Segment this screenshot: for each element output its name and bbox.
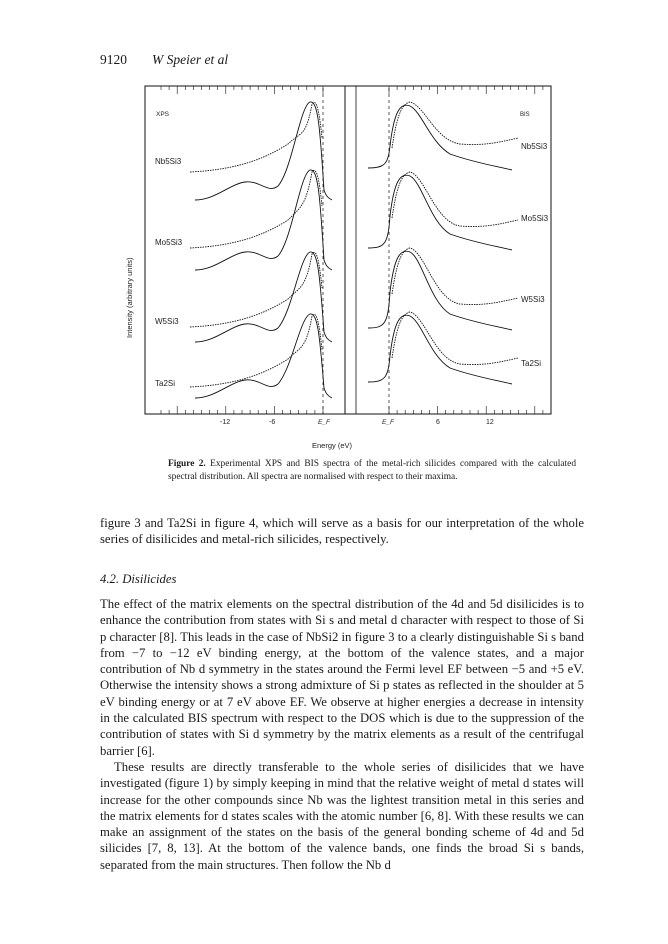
left-label-ta2si: Ta2Si	[155, 379, 176, 388]
bis-calculated-curve	[368, 105, 512, 170]
tick-label-minus6: -6	[269, 419, 276, 426]
left-label-w5si3: W5Si3	[155, 317, 179, 326]
right-label-mo5si3: Mo5Si3	[521, 214, 549, 223]
xps-calculated-curve	[195, 102, 332, 200]
bis-experimental-curve	[392, 248, 518, 305]
right-label-nb5si3: Nb5Si3	[521, 142, 548, 151]
xps-calculated-curve	[195, 314, 332, 398]
xps-panel-frame	[145, 86, 345, 414]
bis-experimental-curve	[392, 172, 518, 227]
tick-label-ef-right: E_F	[382, 419, 394, 426]
tick-label-minus12: -12	[220, 419, 231, 426]
xps-experimental-curve	[190, 170, 322, 248]
intro-text: figure 3 and Ta2Si in figure 4, which will serve as a basis for our interpretation of the whole series of disilicides and metal-rich silicides, respectively.	[100, 516, 584, 547]
tick-label-12: 12	[486, 419, 494, 426]
x-axis-label: Energy (eV)	[311, 441, 353, 450]
xps-calculated-curve	[195, 170, 332, 270]
xps-label: XPS	[156, 111, 170, 118]
bis-experimental-curve	[392, 102, 518, 148]
right-label-ta2si: Ta2Si	[521, 359, 542, 368]
tick-label-6: 6	[436, 419, 440, 426]
running-authors: W Speier et al	[152, 52, 229, 67]
xps-experimental-curve	[190, 102, 322, 172]
paragraph-1: The effect of the matrix elements on the spectral distribution of the 4d and 5d disilicides is to enhance the contribution from states with Si s and metal d character with respect to those of Si p character [8]. This leads in the case of NbSi2 in figure 3 to a clearly distinguishable Si s band from −7 to −12 eV binding energy, at the bottom of the valence states, and a major contribution of Nb d symmetry in the states around the Fermi level EF between −5 and +5 eV. Otherwise the intensity shows a strong admixture of Si p states as reflected in the shoulder at 5 eV binding energy or at 7 eV above EF. We observe at higher energies a decrease in intensity in the calculated BIS spectrum with respect to the DOS which is due to the suppression of the contribution of states with Si d symmetry by the matrix elements as a result of the centrifugal barrier [6].	[100, 597, 584, 758]
spectra-figure	[100, 80, 568, 458]
caption-label: Figure 2.	[168, 459, 206, 469]
xps-calculated-curve	[195, 252, 332, 342]
bis-label: BIS	[520, 112, 530, 118]
page-number: 9120	[100, 52, 127, 67]
left-label-mo5si3: Mo5Si3	[155, 238, 183, 247]
section-heading: 4.2. Disilicides	[100, 572, 177, 586]
y-axis-label: Intensity (arbitrary units)	[125, 257, 134, 338]
spectra-curves	[190, 102, 518, 398]
caption-text: Experimental XPS and BIS spectra of the metal-rich silicides compared with the calculated spectral distribution. All spectra are normalised with respect to their maxima.	[168, 459, 577, 482]
intro-paragraph	[100, 515, 584, 548]
right-label-w5si3: W5Si3	[521, 295, 545, 304]
bis-calculated-curve	[368, 251, 512, 330]
left-label-nb5si3: Nb5Si3	[155, 157, 182, 166]
tick-label-ef-left: E_F	[318, 419, 330, 426]
axis-ticks	[161, 86, 543, 414]
body-paragraphs	[100, 596, 584, 873]
paragraph-2: These results are directly transferable to the whole series of disilicides that we have investigated (figure 1) by simply keeping in mind that the relative weight of metal d states will increase for the other compounds since Nb was the lightest transition metal in this series and the matrix elements for d states scales with the atomic number [6, 8]. With these results we can make an assignment of the states on the basis of the general bonding scheme of 4d and 5d silicides [7, 8, 13]. At the bottom of the valence bands, one finds the broad Si s bands, separated from the main structures. Then follow the Nb d	[100, 759, 584, 872]
bis-calculated-curve	[368, 175, 512, 250]
bis-experimental-curve	[392, 312, 518, 365]
figure-caption	[168, 458, 576, 483]
